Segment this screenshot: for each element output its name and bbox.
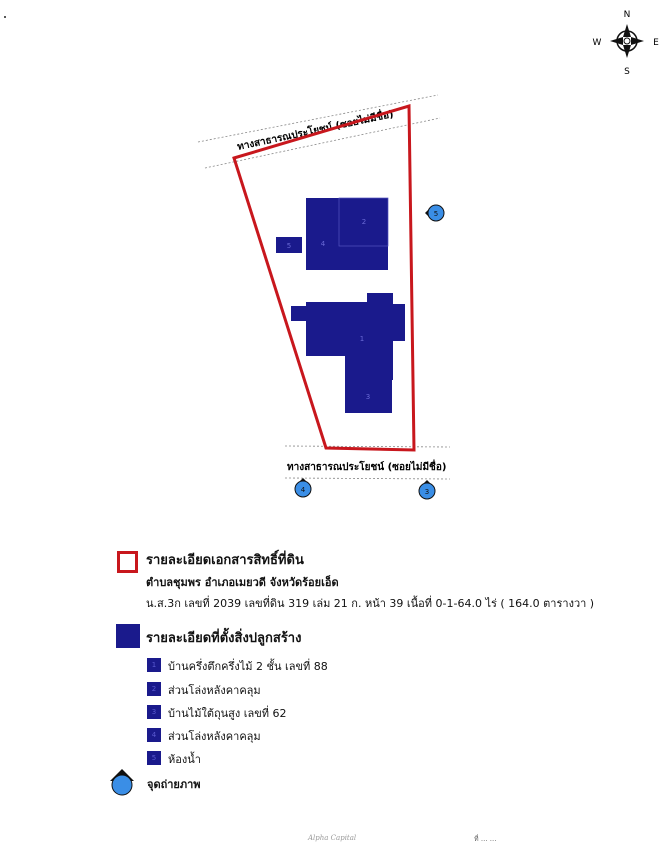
land-detail: น.ส.3ก เลขที่ 2039 เลขที่ดิน 319 เล่ม 21 ก. หน้า 39 เนื้อที่ 0-1-64.0 ไร่ ( 164.0 ตารางวา ) (146, 597, 595, 610)
road-bottom (285, 446, 450, 479)
compass-rose-icon (593, 10, 660, 77)
build-title: รายละเอียดที่ตั้งสิ่งปลูกสร้าง (146, 631, 302, 646)
item-5-label: ห้องน้ำ (168, 753, 201, 766)
item-2-swatch (147, 682, 161, 696)
photo-point-4[interactable] (295, 478, 311, 497)
building-4-label: 4 (320, 240, 326, 248)
building-swatch (116, 624, 140, 648)
land-location: ตำบลชุมพร อำเภอเมยวดี จังหวัดร้อยเอ็ด (146, 576, 339, 589)
building-2-label: 2 (361, 218, 367, 226)
photo-point-3[interactable] (419, 480, 435, 499)
building-3-label: 3 (365, 393, 371, 401)
photo-point-legend-icon (106, 768, 140, 798)
item-1-swatch (147, 658, 161, 672)
compass-w: W (592, 38, 602, 48)
compass-s: S (624, 67, 630, 77)
compass-e: E (653, 38, 659, 48)
item-5-swatch (147, 751, 161, 765)
photo-point-5-label: 5 (433, 210, 439, 218)
photo-point-4-label: 4 (300, 486, 306, 494)
item-1-num: 1 (151, 661, 157, 669)
buildings (276, 198, 405, 413)
road-bottom-label: ทางสาธารณประโยชน์ (ซอยไม่มีชื่อ) (287, 462, 447, 473)
item-3-label: บ้านไม้ใต้ถุนสูง เลขที่ 62 (168, 707, 287, 720)
item-4-swatch (147, 728, 161, 742)
photo-point-3-label: 3 (424, 488, 430, 496)
building-5-label: 5 (286, 242, 292, 250)
item-1-label: บ้านครึ่งตึกครึ่งไม้ 2 ชั้น เลขที่ 88 (168, 660, 328, 673)
item-5-num: 5 (151, 754, 157, 762)
footer-logo: Alpha Capital (308, 834, 357, 842)
item-3-swatch (147, 705, 161, 719)
land-boundary-swatch (117, 551, 138, 573)
footer-note: ที่ ... ... (474, 835, 497, 843)
road-top-label: ทางสาธารณประโยชน์ (ซอยไม่มีชื่อ) (236, 109, 395, 153)
building-1 (291, 293, 405, 380)
building-1-label: 1 (359, 335, 365, 343)
photo-point-5[interactable] (425, 205, 444, 221)
item-2-label: ส่วนโล่งหลังคาคลุม (168, 684, 261, 697)
item-4-num: 4 (151, 731, 157, 739)
compass-n: N (623, 10, 631, 20)
item-3-num: 3 (151, 708, 157, 716)
item-2-num: 2 (151, 685, 157, 693)
land-title: รายละเอียดเอกสารสิทธิ์ที่ดิน (146, 553, 304, 568)
item-4-label: ส่วนโล่งหลังคาคลุม (168, 730, 261, 743)
photo-title: จุดถ่ายภาพ (147, 778, 201, 791)
building-4 (306, 198, 388, 270)
